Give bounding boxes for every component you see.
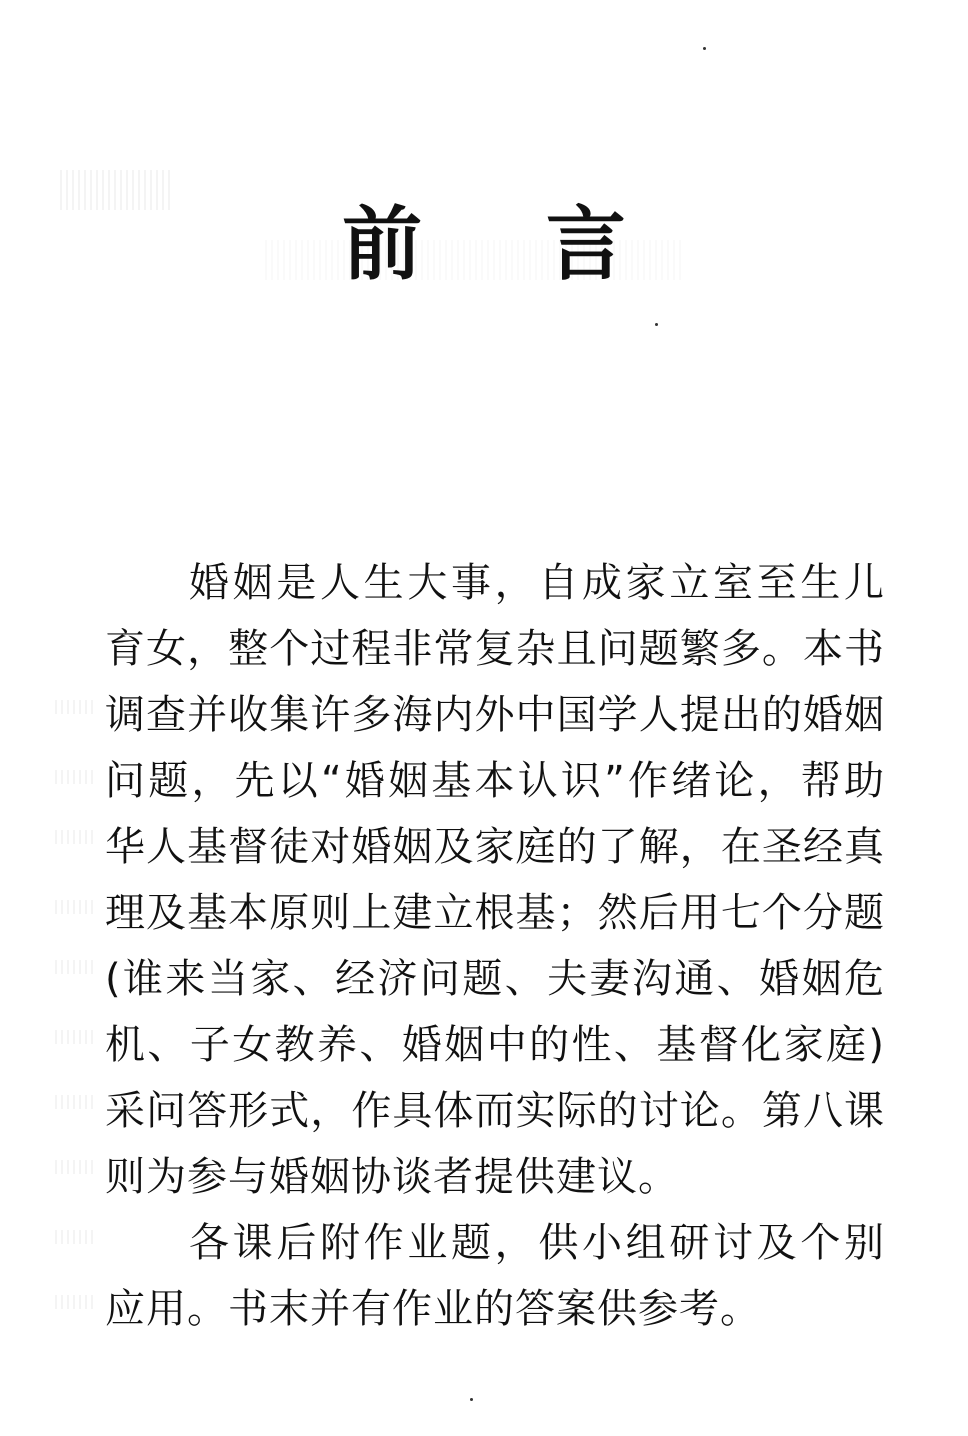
scan-speck [703,47,706,50]
scan-noise [55,830,95,844]
scan-noise [55,700,95,714]
scan-noise [55,900,95,914]
scan-noise [55,1295,95,1309]
paragraph: 婚姻是人生大事，自成家立室至生儿育女，整个过程非常复杂且问题繁多。本书调查并收集许多海内外中国学人提出的婚姻问题，先以“婚姻基本认识”作绪论，帮助华人基督徒对婚姻及家庭的了解，在圣经真理及基本原则上建立根基；然后用七个分题(谁来当家、经济问题、夫妻沟通、婚姻危机、子女教养、婚姻中的性、基督化家庭)采问答形式，作具体而实际的讨论。第八课则为参与婚姻协谈者提供建议。 [105,560,885,1200]
paragraph: 各课后附作业题，供小组研讨及个别应用。书末并有作业的答案供参考。 [105,1220,885,1332]
scan-noise [55,1230,95,1244]
preface-body [105,550,885,1342]
scan-noise [55,1160,95,1174]
scan-noise [55,960,95,974]
scan-noise [55,1030,95,1044]
scan-noise [55,770,95,784]
scan-speck [655,323,658,326]
scan-speck [470,1398,473,1401]
scan-noise [55,1095,95,1109]
page-title: 前 言 [342,196,674,291]
